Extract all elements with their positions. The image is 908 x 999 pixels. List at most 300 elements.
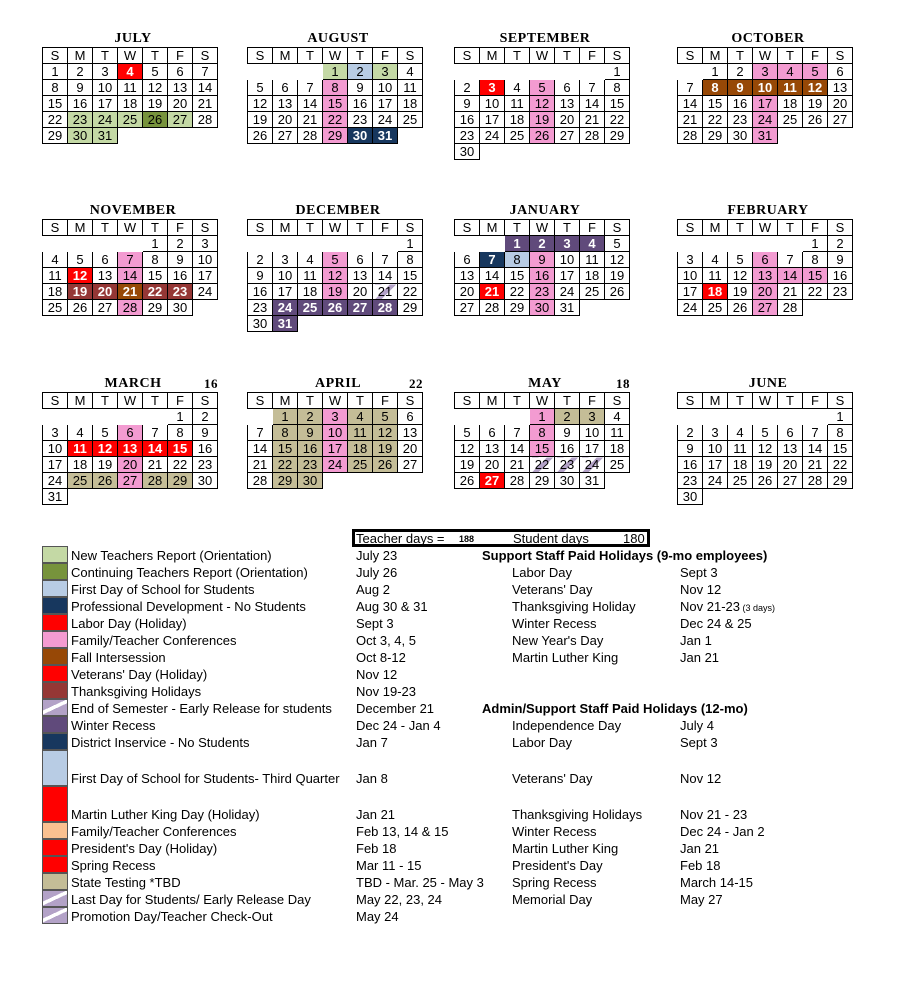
- day-cell: 22: [323, 112, 348, 128]
- day-cell: 24: [703, 473, 728, 489]
- day-cell: 8: [530, 425, 555, 441]
- day-cell: 11: [505, 96, 530, 112]
- empty-cell: [455, 236, 480, 252]
- day-cell: 16: [678, 457, 703, 473]
- weekday-header: S: [828, 220, 853, 236]
- day-cell: 18: [398, 96, 423, 112]
- day-cell: 20: [778, 457, 803, 473]
- weekday-header: M: [480, 393, 505, 409]
- empty-cell: [728, 236, 753, 252]
- month-table: [454, 392, 630, 489]
- legend-label: Winter Recess: [71, 718, 156, 733]
- legend-swatch: [42, 873, 68, 890]
- day-cell: 30: [678, 489, 703, 505]
- legend-date: July 23: [356, 548, 398, 563]
- legend-date: Oct 8-12: [356, 650, 406, 665]
- weekday-header: S: [43, 48, 68, 64]
- weekday-header: S: [678, 48, 703, 64]
- empty-cell: [298, 236, 323, 252]
- empty-cell: [68, 236, 93, 252]
- month-january: [454, 203, 636, 316]
- day-cell: 17: [323, 441, 348, 457]
- weekday-header: S: [43, 220, 68, 236]
- day-cell: 26: [753, 473, 778, 489]
- holiday-name: Martin Luther King: [512, 650, 619, 665]
- week-row: [455, 252, 630, 268]
- day-cell: 11: [580, 252, 605, 268]
- empty-cell: [480, 144, 505, 160]
- legend-row: [42, 856, 902, 873]
- legend-label: Professional Development - No Students: [71, 599, 306, 614]
- day-cell: 4: [68, 425, 93, 441]
- week-row: [43, 473, 218, 489]
- week-row: [455, 441, 630, 457]
- legend-row: [42, 873, 902, 890]
- month-table: [247, 47, 423, 144]
- weekday-header: F: [803, 220, 828, 236]
- week-row: [678, 64, 853, 80]
- day-cell: 7: [193, 64, 218, 80]
- holiday-name: President's Day: [512, 858, 603, 873]
- student-days-value: 180: [623, 531, 645, 546]
- day-cell: 20: [455, 284, 480, 300]
- month-table: [247, 219, 423, 332]
- week-row: [455, 96, 630, 112]
- legend-date: Jan 8: [356, 771, 388, 786]
- day-cell: 22: [828, 457, 853, 473]
- month-name: DECEMBER: [295, 203, 381, 218]
- day-cell: 2: [455, 80, 480, 96]
- day-cell: 8: [828, 425, 853, 441]
- day-cell: 13: [168, 80, 193, 96]
- day-cell: 26: [143, 112, 168, 128]
- weekday-header: M: [68, 393, 93, 409]
- day-cell: 27: [168, 112, 193, 128]
- day-cell: 6: [168, 64, 193, 80]
- week-row: [678, 425, 853, 441]
- day-cell: 17: [753, 96, 778, 112]
- day-cell: 21: [580, 112, 605, 128]
- month-table: [247, 392, 423, 489]
- month-title: [454, 376, 636, 392]
- month-table: [677, 392, 853, 505]
- holiday-date: Nov 12: [680, 582, 722, 597]
- legend-row: [42, 648, 902, 665]
- weekday-header: M: [480, 220, 505, 236]
- empty-cell: [803, 128, 828, 144]
- empty-cell: [678, 64, 703, 80]
- day-cell: 24: [93, 112, 118, 128]
- day-cell: 12: [753, 441, 778, 457]
- day-cell: 15: [398, 268, 423, 284]
- weekday-header: W: [530, 48, 555, 64]
- weekday-header: W: [530, 220, 555, 236]
- empty-cell: [803, 489, 828, 505]
- holiday-date: Dec 24 - Jan 2: [680, 824, 765, 839]
- week-row: [455, 268, 630, 284]
- day-cell: 1: [828, 409, 853, 425]
- day-cell: 21: [248, 457, 273, 473]
- day-cell: 25: [580, 284, 605, 300]
- day-cell: 1: [323, 64, 348, 80]
- day-cell: 2: [678, 425, 703, 441]
- legend-row: [42, 665, 902, 682]
- month-day-count: 18: [616, 376, 630, 391]
- day-cell: 11: [68, 441, 93, 457]
- day-cell: 23: [530, 284, 555, 300]
- day-cell: 9: [678, 441, 703, 457]
- legend-row: [42, 839, 902, 856]
- day-cell: 27: [118, 473, 143, 489]
- day-cell: 15: [143, 268, 168, 284]
- day-cell: 17: [373, 96, 398, 112]
- legend-swatch: [42, 907, 68, 924]
- legend-swatch: [42, 648, 68, 665]
- weekday-header: M: [273, 48, 298, 64]
- day-cell: 12: [605, 252, 630, 268]
- day-cell: 21: [143, 457, 168, 473]
- day-cell: 9: [555, 425, 580, 441]
- weekday-header: W: [530, 393, 555, 409]
- day-cell: 20: [828, 96, 853, 112]
- week-row: [248, 300, 423, 316]
- month-day-count: 22: [409, 376, 423, 391]
- day-cell: 22: [803, 284, 828, 300]
- day-cell: 4: [605, 409, 630, 425]
- day-cell: 18: [118, 96, 143, 112]
- legend-date: December 21: [356, 701, 435, 716]
- day-cell: 17: [273, 284, 298, 300]
- week-row: [678, 284, 853, 300]
- day-cell: 13: [555, 96, 580, 112]
- legend-row: [42, 733, 902, 750]
- week-row: [455, 457, 630, 473]
- month-table: [454, 47, 630, 160]
- legend-row: [42, 614, 902, 631]
- day-cell: 2: [168, 236, 193, 252]
- day-cell: 8: [323, 80, 348, 96]
- week-row: [678, 489, 853, 505]
- day-cell: 2: [248, 252, 273, 268]
- legend-label: Promotion Day/Teacher Check-Out: [71, 909, 273, 924]
- empty-cell: [143, 489, 168, 505]
- day-cell: 16: [193, 441, 218, 457]
- day-cell: 28: [480, 300, 505, 316]
- weekday-header: F: [168, 220, 193, 236]
- week-row: [455, 409, 630, 425]
- day-cell: 6: [753, 252, 778, 268]
- day-cell: 11: [605, 425, 630, 441]
- day-cell: 15: [803, 268, 828, 284]
- day-cell: 4: [778, 64, 803, 80]
- day-cell: 27: [480, 473, 505, 489]
- legend-swatch: [42, 682, 68, 699]
- week-row: [678, 128, 853, 144]
- month-november: [42, 203, 224, 316]
- day-cell: 14: [193, 80, 218, 96]
- empty-cell: [605, 473, 630, 489]
- week-row: [248, 128, 423, 144]
- legend-label: Labor Day (Holiday): [71, 616, 187, 631]
- holiday-date: Sept 3: [680, 565, 718, 580]
- day-cell: 18: [68, 457, 93, 473]
- holiday-name: Independence Day: [512, 718, 622, 733]
- day-cell: 19: [605, 268, 630, 284]
- week-row: [678, 236, 853, 252]
- day-cell: 23: [168, 284, 193, 300]
- day-cell: 14: [373, 268, 398, 284]
- month-title: [247, 31, 429, 47]
- day-cell: 1: [703, 64, 728, 80]
- day-cell: 15: [168, 441, 193, 457]
- empty-cell: [555, 64, 580, 80]
- weekday-header: S: [455, 220, 480, 236]
- day-cell: 27: [348, 300, 373, 316]
- week-row: [678, 112, 853, 128]
- day-cell: 21: [118, 284, 143, 300]
- legend-date: TBD - Mar. 25 - May 3: [356, 875, 484, 890]
- day-cell: 15: [505, 268, 530, 284]
- day-cell: 3: [555, 236, 580, 252]
- day-cell: 14: [143, 441, 168, 457]
- month-name: JULY: [114, 31, 152, 46]
- day-cell: 22: [168, 457, 193, 473]
- day-cell: 19: [530, 112, 555, 128]
- weekday-header: F: [373, 48, 398, 64]
- day-cell: 28: [193, 112, 218, 128]
- day-cell: 1: [273, 409, 298, 425]
- day-cell: 31: [273, 316, 298, 332]
- week-row: [248, 80, 423, 96]
- weekday-header: T: [348, 48, 373, 64]
- day-cell: 21: [193, 96, 218, 112]
- day-cell: 3: [678, 252, 703, 268]
- day-cell: 23: [455, 128, 480, 144]
- day-cell: 26: [93, 473, 118, 489]
- weekday-header: M: [273, 220, 298, 236]
- day-cell: 27: [555, 128, 580, 144]
- month-february: [677, 203, 859, 316]
- week-row: [43, 300, 218, 316]
- empty-cell: [248, 409, 273, 425]
- weekday-header: M: [68, 220, 93, 236]
- month-december: [247, 203, 429, 332]
- day-cell: 13: [398, 425, 423, 441]
- day-cell: 25: [728, 473, 753, 489]
- day-cell: 8: [398, 252, 423, 268]
- day-cell: 16: [348, 96, 373, 112]
- day-cell: 22: [530, 457, 555, 473]
- legend-swatch: [42, 733, 68, 750]
- day-cell: 12: [728, 268, 753, 284]
- day-cell: 11: [703, 268, 728, 284]
- holiday-heading: Support Staff Paid Holidays (9-mo employees): [482, 548, 768, 563]
- legend-row: [42, 890, 902, 907]
- day-cell: 31: [373, 128, 398, 144]
- holiday-date: Jan 21: [680, 650, 720, 665]
- day-cell: 4: [118, 64, 143, 80]
- weekday-header: F: [580, 220, 605, 236]
- day-cell: 29: [323, 128, 348, 144]
- day-cell: 16: [455, 112, 480, 128]
- day-cell: 21: [778, 284, 803, 300]
- legend-swatch: [42, 856, 68, 873]
- day-cell: 10: [678, 268, 703, 284]
- day-cell: 30: [348, 128, 373, 144]
- week-row: [455, 473, 630, 489]
- legend-row: [42, 786, 902, 822]
- day-cell: 17: [555, 268, 580, 284]
- empty-cell: [348, 316, 373, 332]
- day-cell: 2: [530, 236, 555, 252]
- day-cell: 29: [43, 128, 68, 144]
- teacher-days-label: Teacher days =: [356, 531, 445, 546]
- day-cell: 20: [555, 112, 580, 128]
- month-july: [42, 31, 224, 144]
- day-cell: 13: [93, 268, 118, 284]
- holiday-name: New Year's Day: [512, 633, 604, 648]
- day-cell: 12: [530, 96, 555, 112]
- holiday-date-note: (3 days): [739, 603, 775, 613]
- empty-cell: [118, 489, 143, 505]
- weekday-header: M: [480, 48, 505, 64]
- week-row: [678, 80, 853, 96]
- day-totals-box: [352, 529, 650, 547]
- week-row: [43, 425, 218, 441]
- day-cell: 15: [43, 96, 68, 112]
- day-cell: 7: [143, 425, 168, 441]
- day-cell: 24: [480, 128, 505, 144]
- day-cell: 12: [323, 268, 348, 284]
- day-cell: 8: [505, 252, 530, 268]
- day-cell: 13: [778, 441, 803, 457]
- day-cell: 5: [605, 236, 630, 252]
- day-cell: 19: [323, 284, 348, 300]
- day-cell: 9: [248, 268, 273, 284]
- week-row: [455, 300, 630, 316]
- legend-swatch: [42, 890, 68, 907]
- week-row: [248, 441, 423, 457]
- day-cell: 29: [505, 300, 530, 316]
- legend-row: [42, 563, 902, 580]
- legend-date: Aug 30 & 31: [356, 599, 428, 614]
- day-cell: 23: [298, 457, 323, 473]
- weekday-header: S: [248, 393, 273, 409]
- legend-label: First Day of School for Students- Third Quarter: [71, 771, 340, 786]
- empty-cell: [118, 236, 143, 252]
- day-cell: 4: [43, 252, 68, 268]
- day-cell: 27: [828, 112, 853, 128]
- legend-label: End of Semester - Early Release for students: [71, 701, 332, 716]
- week-row: [248, 473, 423, 489]
- day-cell: 6: [348, 252, 373, 268]
- legend-swatch: [42, 614, 68, 631]
- legend-swatch: [42, 839, 68, 856]
- day-cell: 11: [118, 80, 143, 96]
- day-cell: 17: [43, 457, 68, 473]
- day-cell: 11: [43, 268, 68, 284]
- weekday-header: S: [828, 393, 853, 409]
- week-row: [455, 128, 630, 144]
- legend-swatch: [42, 750, 68, 786]
- day-cell: 29: [530, 473, 555, 489]
- day-cell: 5: [728, 252, 753, 268]
- legend-swatch: [42, 716, 68, 733]
- day-cell: 13: [455, 268, 480, 284]
- day-cell: 31: [753, 128, 778, 144]
- weekday-header: T: [93, 393, 118, 409]
- holiday-date: Dec 24 & 25: [680, 616, 752, 631]
- empty-cell: [728, 489, 753, 505]
- day-cell: 23: [678, 473, 703, 489]
- day-cell: 23: [248, 300, 273, 316]
- day-cell: 4: [348, 409, 373, 425]
- month-name: JANUARY: [509, 203, 581, 218]
- empty-cell: [348, 236, 373, 252]
- day-cell: 5: [455, 425, 480, 441]
- week-row: [43, 128, 218, 144]
- weekday-header: T: [505, 220, 530, 236]
- weekday-header: T: [143, 393, 168, 409]
- day-cell: 8: [703, 80, 728, 96]
- day-cell: 6: [93, 252, 118, 268]
- weekday-header: S: [678, 220, 703, 236]
- day-cell: 4: [398, 64, 423, 80]
- day-cell: 2: [728, 64, 753, 80]
- day-cell: 10: [323, 425, 348, 441]
- empty-cell: [555, 144, 580, 160]
- legend-date: Mar 11 - 15: [356, 858, 422, 873]
- weekday-header: S: [398, 393, 423, 409]
- weekday-header: T: [778, 220, 803, 236]
- day-cell: 30: [168, 300, 193, 316]
- weekday-header: S: [398, 48, 423, 64]
- week-row: [43, 236, 218, 252]
- weekday-header: T: [555, 393, 580, 409]
- weekday-header: M: [703, 220, 728, 236]
- week-row: [43, 252, 218, 268]
- empty-cell: [703, 236, 728, 252]
- day-cell: 16: [555, 441, 580, 457]
- day-cell: 18: [605, 441, 630, 457]
- legend-swatch: [42, 597, 68, 614]
- day-cell: 19: [93, 457, 118, 473]
- empty-cell: [373, 236, 398, 252]
- day-cell: 9: [298, 425, 323, 441]
- day-cell: 13: [273, 96, 298, 112]
- legend-row: [42, 907, 902, 924]
- legend-swatch: [42, 786, 68, 822]
- day-cell: 15: [323, 96, 348, 112]
- day-cell: 15: [273, 441, 298, 457]
- legend-date: May 22, 23, 24: [356, 892, 442, 907]
- day-cell: 31: [580, 473, 605, 489]
- empty-cell: [248, 236, 273, 252]
- day-cell: 11: [728, 441, 753, 457]
- legend-label: Veterans' Day (Holiday): [71, 667, 208, 682]
- week-row: [455, 64, 630, 80]
- empty-cell: [93, 409, 118, 425]
- holiday-date: March 14-15: [680, 875, 753, 890]
- empty-cell: [143, 409, 168, 425]
- empty-cell: [323, 316, 348, 332]
- day-cell: 5: [248, 80, 273, 96]
- weekday-header: F: [803, 393, 828, 409]
- holiday-date: Nov 12: [680, 771, 722, 786]
- day-cell: 4: [728, 425, 753, 441]
- weekday-header: S: [455, 393, 480, 409]
- day-cell: 18: [778, 96, 803, 112]
